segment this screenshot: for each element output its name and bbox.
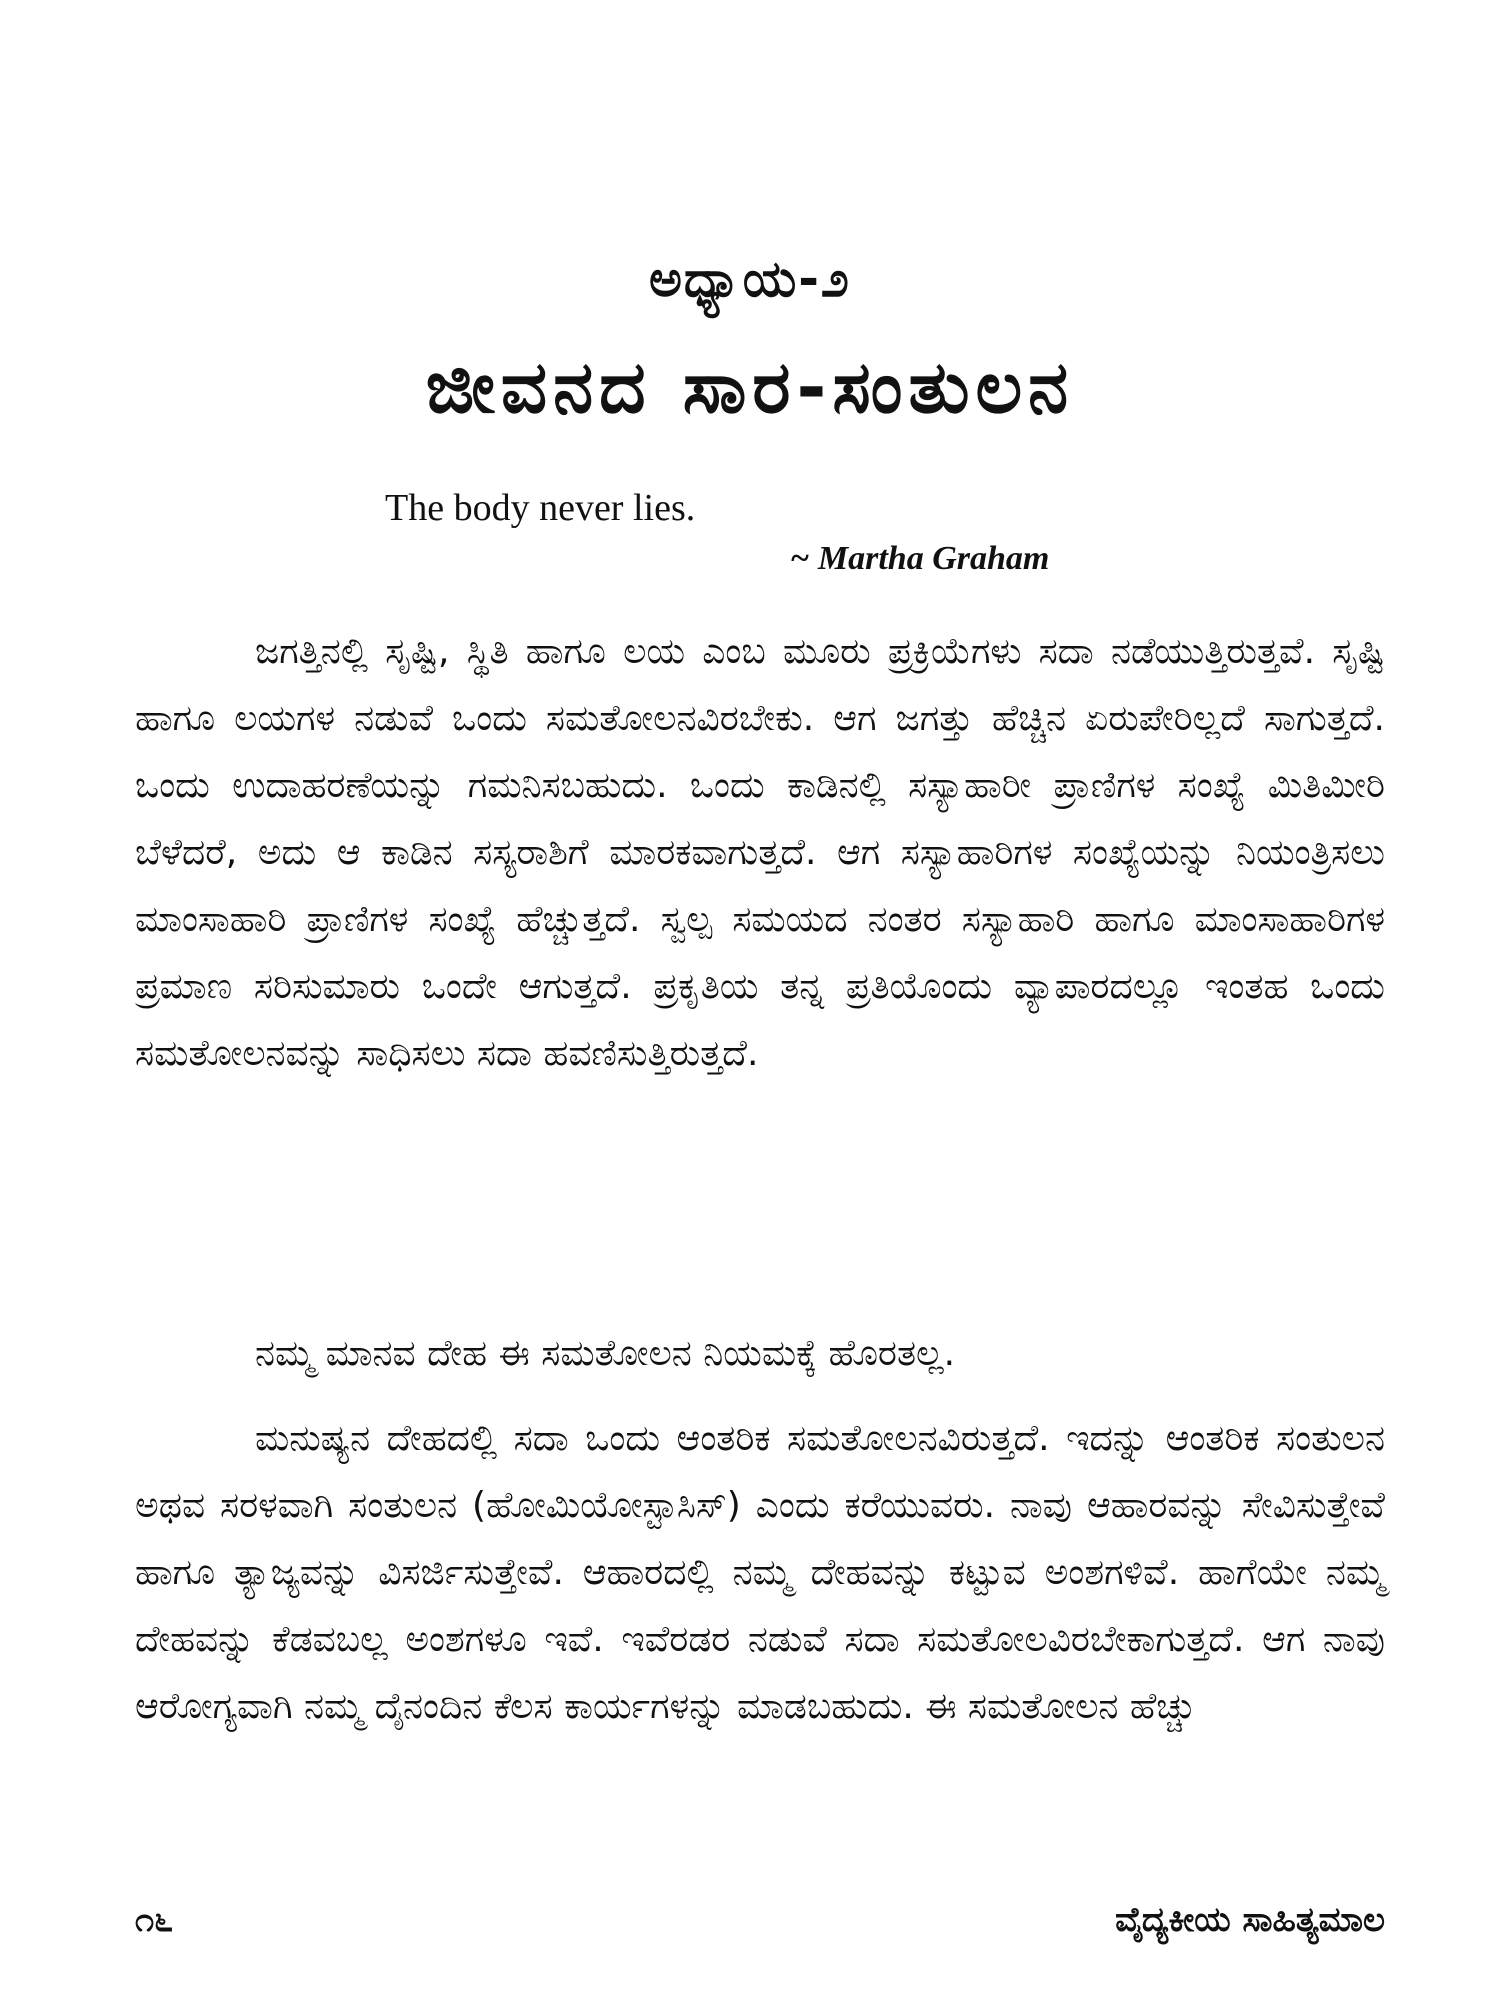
series-name: ವೈದ್ಯಕೀಯ ಸಾಹಿತ್ಯಮಾಲ: [1115, 1900, 1385, 1940]
paragraph-text: ಜಗತ್ತಿನಲ್ಲಿ ಸೃಷ್ಟಿ, ಸ್ಥಿತಿ ಹಾಗೂ ಲಯ ಎಂಬ ಮೂರು ಪ್ರಕ್ರಿಯೆಗಳು ಸದಾ ನಡೆಯುತ್ತಿರುತ್ತವೆ. ಸೃಷ್ಟಿ ಹಾಗೂ ಲಯಗಳ ನಡುವೆ ಒಂದು ಸಮತೋಲನವಿರಬೇಕು. ಆಗ ಜಗತ್ತು ಹೆಚ್ಚಿನ ಏರುಪೇರಿಲ್ಲದೆ ಸಾಗುತ್ತದೆ. ಒಂದು ಉದಾಹರಣೆಯನ್ನು ಗಮನಿಸಬಹುದು. ಒಂದು ಕಾಡಿನಲ್ಲಿ ಸಸ್ಯಾಹಾರೀ ಪ್ರಾಣಿಗಳ ಸಂಖ್ಯೆ ಮಿತಿಮೀರಿ ಬೆಳೆದರೆ, ಅದು ಆ ಕಾಡಿನ ಸಸ್ಯರಾಶಿಗೆ ಮಾರಕವಾಗುತ್ತದೆ. ಆಗ ಸಸ್ಯಾಹಾರಿಗಳ ಸಂಖ್ಯೆಯನ್ನು ನಿಯಂತ್ರಿಸಲು ಮಾಂಸಾಹಾರಿ ಪ್ರಾಣಿಗಳ ಸಂಖ್ಯೆ ಹೆಚ್ಚುತ್ತದೆ. ಸ್ವಲ್ಪ ಸಮಯದ ನಂತರ ಸಸ್ಯಾಹಾರಿ ಹಾಗೂ ಮಾಂಸಾಹಾರಿಗಳ ಪ್ರಮಾಣ ಸರಿಸುಮಾರು ಒಂದೇ ಆಗುತ್ತದೆ. ಪ್ರಕೃತಿಯ ತನ್ನ ಪ್ರತಿಯೊಂದು ವ್ಯಾಪಾರದಲ್ಲೂ ಇಂತಹ ಒಂದು ಸಮತೋಲನವನ್ನು ಸಾಧಿಸಲು ಸದಾ ಹವಣಿಸುತ್ತಿರುತ್ತದೆ.: [135, 631, 1385, 1074]
epigraph-author: ~ Martha Graham: [790, 540, 1050, 577]
body-paragraph-3: [135, 1405, 1385, 1740]
body-paragraph-2: [135, 1320, 1385, 1387]
paragraph-text: ನಮ್ಮ ಮಾನವ ದೇಹ ಈ ಸಮತೋಲನ ನಿಯಮಕ್ಕೆ ಹೊರತಲ್ಲ.: [255, 1333, 956, 1374]
chapter-title: ಜೀವನದ ಸಾರ-ಸಂತುಲನ: [425, 345, 1075, 429]
paragraph-text: ಮನುಷ್ಯನ ದೇಹದಲ್ಲಿ ಸದಾ ಒಂದು ಆಂತರಿಕ ಸಮತೋಲನವಿರುತ್ತದೆ. ಇದನ್ನು ಆಂತರಿಕ ಸಂತುಲನ ಅಥವ ಸರಳವಾಗಿ ಸಂತುಲನ (ಹೋಮಿಯೋಸ್ಟಾಸಿಸ್) ಎಂದು ಕರೆಯುವರು. ನಾವು ಆಹಾರವನ್ನು ಸೇವಿಸುತ್ತೇವೆ ಹಾಗೂ ತ್ಯಾಜ್ಯವನ್ನು ವಿಸರ್ಜಿಸುತ್ತೇವೆ. ಆಹಾರದಲ್ಲಿ ನಮ್ಮ ದೇಹವನ್ನು ಕಟ್ಟುವ ಅಂಶಗಳಿವೆ. ಹಾಗೆಯೇ ನಮ್ಮ ದೇಹವನ್ನು ಕೆಡವಬಲ್ಲ ಅಂಶಗಳೂ ಇವೆ. ಇವೆರಡರ ನಡುವೆ ಸದಾ ಸಮತೋಲವಿರಬೇಕಾಗುತ್ತದೆ. ಆಗ ನಾವು ಆರೋಗ್ಯವಾಗಿ ನಮ್ಮ ದೈನಂದಿನ ಕೆಲಸ ಕಾರ್ಯಗಳನ್ನು ಮಾಡಬಹುದು. ಈ ಸಮತೋಲನ ಹೆಚ್ಚು: [135, 1418, 1385, 1727]
page-number: ೧೬: [135, 1900, 174, 1940]
body-paragraph-1: [135, 618, 1385, 1087]
chapter-label: ಅಧ್ಯಾಯ-೨: [648, 250, 852, 308]
epigraph-quote: The body never lies.: [385, 487, 696, 529]
